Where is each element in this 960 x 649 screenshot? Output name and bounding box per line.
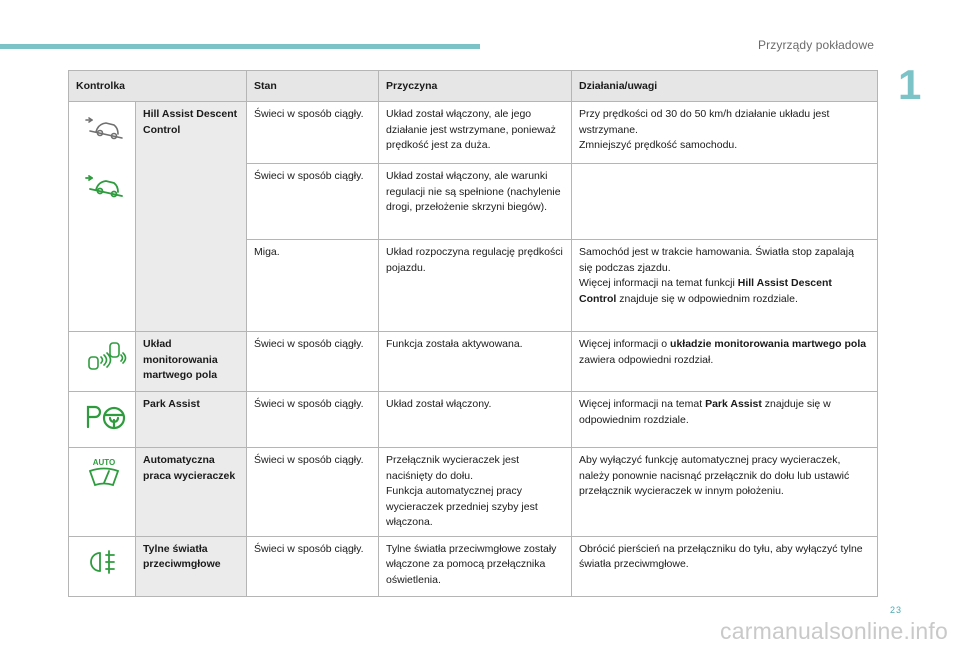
- page-number: 23: [889, 605, 902, 615]
- table-row: [69, 392, 878, 448]
- auto-wiper-przyczyna-2: Funkcja automatycznej pracy wycieraczek przedniej szyby jest włączona.: [386, 485, 538, 528]
- auto-wiper-przyczyna-1: Przełącznik wycieraczek jest naciśnięty do dołu.: [386, 454, 520, 482]
- park-assist-dzialania-bold: Park Assist: [705, 398, 762, 410]
- auto-wiper-icon-text: AUTO: [92, 458, 116, 467]
- park-assist-icon-cell: [69, 392, 136, 448]
- section-title: Przyrządy pokładowe: [758, 38, 874, 52]
- hill-assist-dzialania-1a: Przy prędkości od 30 do 50 km/h działanie układu jest wstrzymane.: [579, 108, 830, 136]
- hill-assist-dzialania-3a: Samochód jest w trakcie hamowania. Światła stop zapalają się podczas zjazdu.: [579, 246, 854, 274]
- blind-spot-dzialania: [572, 332, 878, 392]
- auto-wiper-icon: [76, 457, 132, 487]
- auto-wiper-dzialania: Aby wyłączyć funkcję automatycznej pracy wycieraczek, należy ponownie nacisnąć przełącznik do dołu lub ustawić przełącznik wycieraczek w innym położeniu.: [572, 448, 878, 537]
- hill-assist-przyczyna-3: Układ rozpoczyna regulację prędkości pojazdu.: [379, 240, 572, 332]
- hill-assist-stan-3: Miga.: [247, 240, 379, 332]
- header-stan: Stan: [247, 71, 379, 102]
- blind-spot-przyczyna: Funkcja została aktywowana.: [379, 332, 572, 392]
- rear-fog-light-icon: [76, 546, 132, 576]
- park-assist-icon: [76, 401, 132, 431]
- hill-assist-dzialania-3: [572, 240, 878, 332]
- auto-wiper-icon-cell: [69, 448, 136, 537]
- hill-assist-stan-1: Świeci w sposób ciągły.: [247, 102, 379, 164]
- blind-spot-dzialania-pre: Więcej informacji o: [579, 338, 671, 350]
- park-assist-stan: Świeci w sposób ciągły.: [247, 392, 379, 448]
- hill-descent-grey-icon: [76, 111, 132, 141]
- blind-spot-stan: Świeci w sposób ciągły.: [247, 332, 379, 392]
- hill-descent-green-icon: [76, 169, 132, 199]
- park-assist-przyczyna: Układ został włączony.: [379, 392, 572, 448]
- table-header-row: [69, 71, 878, 102]
- rear-fog-stan: Świeci w sposób ciągły.: [247, 536, 379, 596]
- auto-wiper-name: Automatyczna praca wycieraczek: [136, 448, 247, 537]
- hill-assist-przyczyna-2: Układ został włączony, ale warunki regulacji nie są spełnione (nachylenie drogi, przełożenie skrzyni biegów).: [379, 164, 572, 240]
- auto-wiper-przyczyna: [379, 448, 572, 537]
- warning-lights-table: [68, 70, 878, 597]
- rear-fog-icon-cell: [69, 536, 136, 596]
- hill-assist-dzialania-3-pre: Więcej informacji na temat funkcji: [579, 277, 738, 289]
- table-row: [69, 332, 878, 392]
- header-kontrolka: Kontrolka: [69, 71, 247, 102]
- table-row: [69, 536, 878, 596]
- hill-assist-stan-2: Świeci w sposób ciągły.: [247, 164, 379, 240]
- rear-fog-dzialania: Obrócić pierścień na przełączniku do tyłu, aby wyłączyć tylne światła przeciwmgłowe.: [572, 536, 878, 596]
- blind-spot-dzialania-bold: układzie monitorowania martwego pola: [670, 338, 867, 350]
- header-dzialania: Działania/uwagi: [572, 71, 878, 102]
- hill-assist-dzialania-3-post: znajduje się w odpowiednim rozdziale.: [616, 292, 798, 305]
- park-assist-dzialania-post: znajduje się w odpowiednim rozdziale.: [579, 398, 831, 426]
- hill-assist-przyczyna-1: Układ został włączony, ale jego działanie jest wstrzymane, ponieważ prędkość jest za duża.: [379, 102, 572, 164]
- auto-wiper-stan: Świeci w sposób ciągły.: [247, 448, 379, 537]
- rear-fog-name: Tylne światła przeciwmgłowe: [136, 536, 247, 596]
- blind-spot-name: Układ monitorowania martwego pola: [136, 332, 247, 392]
- watermark: carmanualsonline.info: [720, 618, 948, 644]
- header-przyczyna: Przyczyna: [379, 71, 572, 102]
- hill-assist-icons-cell: [69, 102, 136, 332]
- rear-fog-przyczyna: Tylne światła przeciwmgłowe zostały włączone za pomocą przełącznika oświetlenia.: [379, 536, 572, 596]
- blind-spot-icon: [76, 341, 132, 371]
- table-row: [69, 448, 878, 537]
- blind-spot-icon-cell: [69, 332, 136, 392]
- blind-spot-dzialania-post: zawiera odpowiedni rozdział.: [579, 353, 714, 366]
- hill-assist-dzialania-1: [572, 102, 878, 164]
- park-assist-name: Park Assist: [136, 392, 247, 448]
- hill-assist-dzialania-1b: Zmniejszyć prędkość samochodu.: [579, 139, 738, 151]
- park-assist-dzialania-pre: Więcej informacji na temat: [579, 398, 706, 410]
- chapter-number: 1: [898, 61, 922, 108]
- header-accent-bar: [0, 44, 480, 49]
- hill-assist-name: Hill Assist Descent Control: [136, 102, 247, 332]
- park-assist-dzialania: [572, 392, 878, 448]
- hill-assist-dzialania-2: [572, 164, 878, 240]
- hill-assist-dzialania-3-bold: Hill Assist Descent Control: [579, 277, 832, 305]
- table-row: [69, 102, 878, 164]
